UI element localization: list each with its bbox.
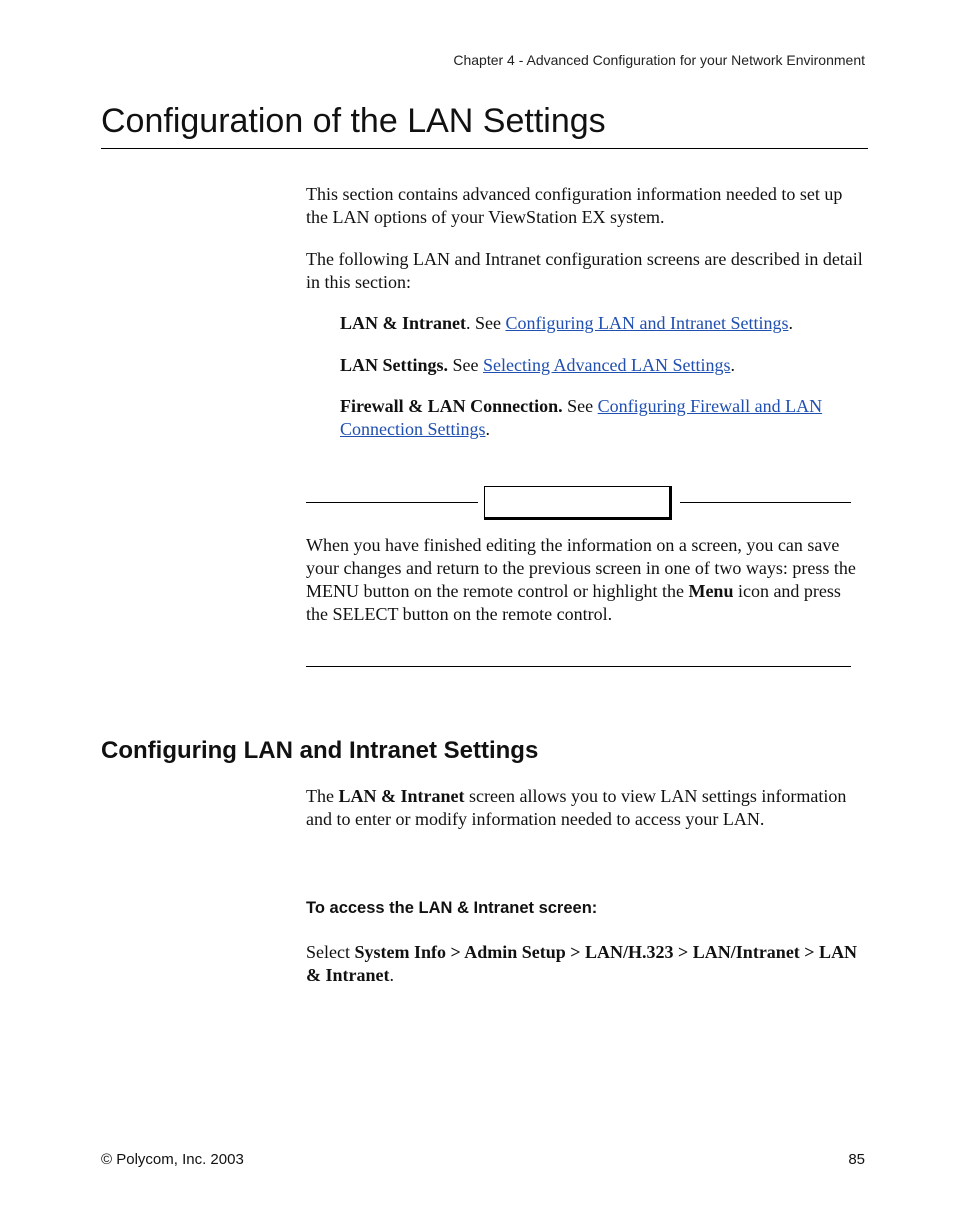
note-bottom-rule bbox=[306, 666, 851, 667]
section-heading: Configuring LAN and Intranet Settings bbox=[101, 737, 539, 764]
para-bold: LAN & Intranet bbox=[338, 786, 465, 806]
subsection-paragraph bbox=[306, 785, 854, 831]
step-text-end: . bbox=[389, 965, 394, 985]
link-selecting-advanced-lan[interactable]: Selecting Advanced LAN Settings bbox=[483, 355, 731, 375]
link-configuring-lan-intranet[interactable]: Configuring LAN and Intranet Settings bbox=[505, 313, 789, 333]
list-item-end: . bbox=[788, 313, 793, 333]
note-paragraph bbox=[306, 534, 858, 626]
list-intro-paragraph: The following LAN and Intranet configuration screens are described in detail in this section: bbox=[306, 249, 863, 292]
list-item bbox=[340, 312, 868, 335]
note-text-after: icon and press the SELECT button on the remote control. bbox=[306, 581, 841, 624]
list-item-label: LAN Settings. bbox=[340, 355, 449, 375]
page-number: 85 bbox=[848, 1151, 865, 1168]
note-text-before: When you have finished editing the information on a screen, you can save your changes and return to the previous screen in one of two ways: press the MENU button on the remote control or highlight the bbox=[306, 535, 856, 601]
note-menu-bold: Menu bbox=[688, 581, 734, 601]
menu-path: System Info > Admin Setup > LAN/H.323 > LAN/Intranet > LAN & Intranet bbox=[306, 942, 858, 985]
note-rule-left bbox=[306, 502, 478, 503]
procedure-heading: To access the LAN & Intranet screen: bbox=[306, 899, 598, 917]
procedure-step bbox=[306, 941, 868, 987]
title-divider bbox=[101, 148, 868, 149]
step-text-before: Select bbox=[306, 942, 355, 962]
link-configuring-firewall[interactable]: Configuring Firewall and LAN Connection Settings bbox=[340, 396, 823, 439]
list-item-label: Firewall & LAN Connection. bbox=[340, 396, 563, 416]
para-text-before: The bbox=[306, 786, 339, 806]
footer-copyright: © Polycom, Inc. 2003 bbox=[101, 1151, 244, 1168]
list-item-end: . bbox=[730, 355, 735, 375]
list-item-label: LAN & Intranet bbox=[340, 313, 466, 333]
intro-paragraph: This section contains advanced configuration information needed to set up the LAN options of your ViewStation EX system. bbox=[306, 184, 843, 227]
para-text-after: screen allows you to view LAN settings information and to enter or modify information needed to access your LAN. bbox=[306, 786, 847, 829]
list-item-end: . bbox=[485, 419, 490, 439]
note-label-box bbox=[484, 486, 672, 520]
list-item bbox=[340, 354, 868, 377]
note-rule-right bbox=[680, 502, 851, 503]
list-item-separator: See bbox=[448, 355, 484, 375]
list-item-separator: . See bbox=[466, 313, 506, 333]
list-item-separator: See bbox=[562, 396, 598, 416]
page-title: Configuration of the LAN Settings bbox=[101, 102, 606, 140]
running-header: Chapter 4 - Advanced Configuration for your Network Environment bbox=[453, 52, 865, 68]
list-item bbox=[340, 395, 846, 441]
